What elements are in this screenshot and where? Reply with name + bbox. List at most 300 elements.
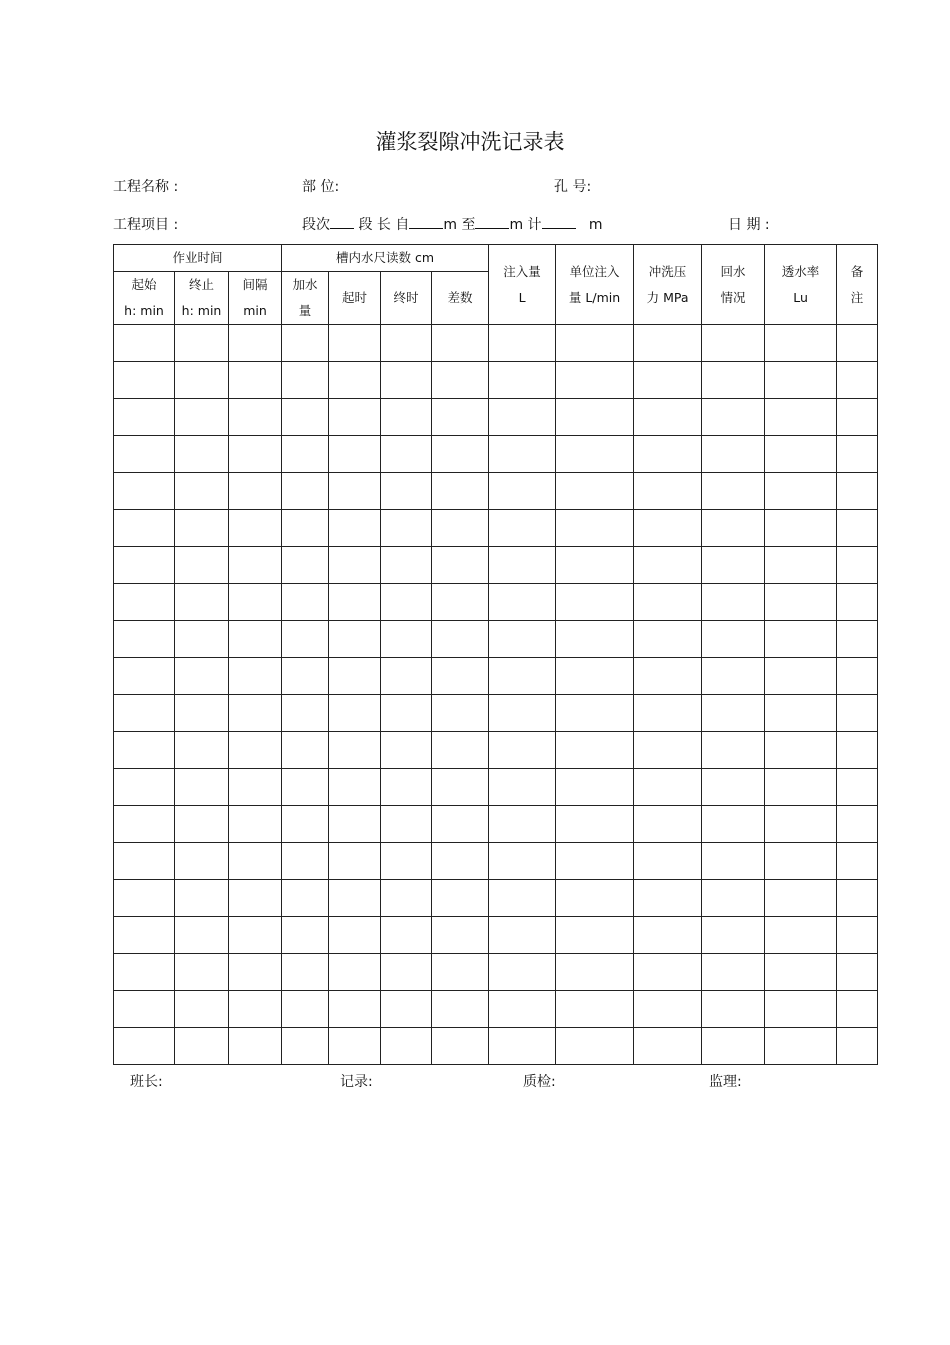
table-cell[interactable] <box>229 436 282 473</box>
table-cell[interactable] <box>282 584 329 621</box>
table-cell[interactable] <box>702 769 765 806</box>
table-cell[interactable] <box>114 399 175 436</box>
table-cell[interactable] <box>634 917 702 954</box>
table-cell[interactable] <box>765 1028 837 1065</box>
reading-diff-header: 差数 <box>432 272 489 325</box>
table-cell[interactable] <box>114 1028 175 1065</box>
table-cell[interactable] <box>489 621 556 658</box>
table-cell[interactable] <box>229 325 282 362</box>
table-cell[interactable] <box>329 584 381 621</box>
table-cell[interactable] <box>229 843 282 880</box>
table-cell[interactable] <box>381 362 432 399</box>
table-cell[interactable] <box>702 473 765 510</box>
table-cell[interactable] <box>556 769 634 806</box>
table-cell[interactable] <box>702 695 765 732</box>
table-cell[interactable] <box>489 362 556 399</box>
section-length-label: 段 长 自 <box>358 217 410 233</box>
table-cell[interactable] <box>702 584 765 621</box>
table-cell[interactable] <box>175 732 229 769</box>
table-cell[interactable] <box>229 954 282 991</box>
table-cell[interactable] <box>175 769 229 806</box>
table-cell[interactable] <box>175 584 229 621</box>
table-row <box>114 954 878 991</box>
table-cell[interactable] <box>282 695 329 732</box>
table-cell[interactable] <box>329 436 381 473</box>
table-cell[interactable] <box>381 732 432 769</box>
table-row <box>114 732 878 769</box>
table-cell[interactable] <box>329 547 381 584</box>
table-cell[interactable] <box>556 806 634 843</box>
table-cell[interactable] <box>282 1028 329 1065</box>
table-cell[interactable] <box>329 880 381 917</box>
table-cell[interactable] <box>114 473 175 510</box>
hole-no-label: 孔 号: <box>554 179 592 195</box>
table-cell[interactable] <box>489 769 556 806</box>
table-row <box>114 1028 878 1065</box>
project-name-label: 工程名称 : <box>113 179 179 195</box>
table-cell[interactable] <box>381 436 432 473</box>
table-cell[interactable] <box>432 547 489 584</box>
table-cell[interactable] <box>702 1028 765 1065</box>
table-cell[interactable] <box>432 806 489 843</box>
table-cell[interactable] <box>837 843 878 880</box>
to-depth-blank[interactable] <box>475 214 509 229</box>
table-cell[interactable] <box>282 954 329 991</box>
table-cell[interactable] <box>229 584 282 621</box>
tank-reading-header: 槽内水尺读数 cm <box>282 245 489 272</box>
table-cell[interactable] <box>175 547 229 584</box>
table-cell[interactable] <box>329 473 381 510</box>
table-cell[interactable] <box>837 510 878 547</box>
table-cell[interactable] <box>702 436 765 473</box>
table-cell[interactable] <box>114 510 175 547</box>
table-cell[interactable] <box>702 621 765 658</box>
table-cell[interactable] <box>282 769 329 806</box>
table-cell[interactable] <box>329 658 381 695</box>
table-cell[interactable] <box>114 954 175 991</box>
table-cell[interactable] <box>381 769 432 806</box>
supervisor-label: 监理: <box>709 1074 742 1090</box>
table-cell[interactable] <box>765 325 837 362</box>
table-cell[interactable] <box>329 325 381 362</box>
table-cell[interactable] <box>765 510 837 547</box>
table-cell[interactable] <box>837 584 878 621</box>
table-cell[interactable] <box>229 695 282 732</box>
table-cell[interactable] <box>229 399 282 436</box>
table-cell[interactable] <box>489 732 556 769</box>
table-cell[interactable] <box>229 917 282 954</box>
permeability-header: 透水率 Lu <box>765 245 837 325</box>
table-row <box>114 584 878 621</box>
table-cell[interactable] <box>175 843 229 880</box>
table-cell[interactable] <box>229 547 282 584</box>
table-cell[interactable] <box>634 584 702 621</box>
table-cell[interactable] <box>329 954 381 991</box>
table-cell[interactable] <box>556 510 634 547</box>
table-cell[interactable] <box>432 954 489 991</box>
table-cell[interactable] <box>329 769 381 806</box>
table-cell[interactable] <box>556 917 634 954</box>
table-cell[interactable] <box>556 954 634 991</box>
table-cell[interactable] <box>634 1028 702 1065</box>
table-cell[interactable] <box>702 362 765 399</box>
table-cell[interactable] <box>556 547 634 584</box>
table-cell[interactable] <box>282 621 329 658</box>
table-cell[interactable] <box>634 732 702 769</box>
table-cell[interactable] <box>489 436 556 473</box>
table-cell[interactable] <box>381 399 432 436</box>
table-cell[interactable] <box>432 917 489 954</box>
table-cell[interactable] <box>432 584 489 621</box>
table-cell[interactable] <box>765 769 837 806</box>
total-length-blank[interactable] <box>542 214 576 229</box>
table-cell[interactable] <box>175 695 229 732</box>
table-cell[interactable] <box>837 1028 878 1065</box>
table-cell[interactable] <box>381 1028 432 1065</box>
table-cell[interactable] <box>634 695 702 732</box>
table-cell[interactable] <box>702 325 765 362</box>
table-cell[interactable] <box>114 362 175 399</box>
table-cell[interactable] <box>765 880 837 917</box>
table-cell[interactable] <box>489 917 556 954</box>
table-cell[interactable] <box>432 325 489 362</box>
table-cell[interactable] <box>702 510 765 547</box>
table-cell[interactable] <box>114 695 175 732</box>
injection-header: 注入量 L <box>489 245 556 325</box>
table-cell[interactable] <box>114 991 175 1028</box>
table-cell[interactable] <box>282 436 329 473</box>
section-no-blank[interactable] <box>330 214 354 229</box>
table-cell[interactable] <box>765 547 837 584</box>
table-cell[interactable] <box>837 473 878 510</box>
table-cell[interactable] <box>381 917 432 954</box>
table-cell[interactable] <box>765 621 837 658</box>
table-cell[interactable] <box>489 325 556 362</box>
table-cell[interactable] <box>837 399 878 436</box>
end-time-header: 终止 h: min <box>175 272 229 325</box>
table-cell[interactable] <box>837 658 878 695</box>
flush-record-table <box>113 244 878 1065</box>
location-label: 部 位: <box>302 179 340 195</box>
table-cell[interactable] <box>282 843 329 880</box>
reading-end-header: 终时 <box>381 272 432 325</box>
table-cell[interactable] <box>489 510 556 547</box>
interval-header: 间隔 min <box>229 272 282 325</box>
table-cell[interactable] <box>837 917 878 954</box>
table-cell[interactable] <box>229 769 282 806</box>
table-cell[interactable] <box>329 695 381 732</box>
m-to-label: m 至 <box>443 217 476 233</box>
table-cell[interactable] <box>282 806 329 843</box>
table-cell[interactable] <box>329 806 381 843</box>
table-cell[interactable] <box>175 325 229 362</box>
table-cell[interactable] <box>229 806 282 843</box>
table-row <box>114 362 878 399</box>
table-cell[interactable] <box>329 917 381 954</box>
unit-injection-header: 单位注入 量 L/min <box>556 245 634 325</box>
table-cell[interactable] <box>765 658 837 695</box>
table-cell[interactable] <box>765 917 837 954</box>
m-unit-label: m <box>588 217 603 233</box>
table-cell[interactable] <box>556 843 634 880</box>
table-cell[interactable] <box>282 325 329 362</box>
m-total-label: m 计 <box>509 217 542 233</box>
from-depth-blank[interactable] <box>409 214 443 229</box>
table-cell[interactable] <box>381 991 432 1028</box>
table-cell[interactable] <box>702 806 765 843</box>
table-cell[interactable] <box>432 436 489 473</box>
table-cell[interactable] <box>381 621 432 658</box>
table-cell[interactable] <box>282 917 329 954</box>
table-cell[interactable] <box>114 917 175 954</box>
table-cell[interactable] <box>381 658 432 695</box>
table-cell[interactable] <box>114 769 175 806</box>
table-cell[interactable] <box>329 991 381 1028</box>
table-cell[interactable] <box>329 621 381 658</box>
table-cell[interactable] <box>329 732 381 769</box>
table-cell[interactable] <box>229 473 282 510</box>
table-cell[interactable] <box>432 473 489 510</box>
table-cell[interactable] <box>489 547 556 584</box>
table-cell[interactable] <box>381 547 432 584</box>
table-cell[interactable] <box>282 510 329 547</box>
table-cell[interactable] <box>229 991 282 1028</box>
table-cell[interactable] <box>381 954 432 991</box>
table-cell[interactable] <box>489 1028 556 1065</box>
table-cell[interactable] <box>634 325 702 362</box>
table-cell[interactable] <box>229 732 282 769</box>
table-cell[interactable] <box>702 843 765 880</box>
table-cell[interactable] <box>175 658 229 695</box>
table-row <box>114 473 878 510</box>
table-cell[interactable] <box>634 510 702 547</box>
table-cell[interactable] <box>765 362 837 399</box>
table-cell[interactable] <box>114 436 175 473</box>
table-cell[interactable] <box>432 769 489 806</box>
table-cell[interactable] <box>556 473 634 510</box>
table-cell[interactable] <box>634 991 702 1028</box>
table-cell[interactable] <box>489 695 556 732</box>
table-cell[interactable] <box>489 880 556 917</box>
table-cell[interactable] <box>229 510 282 547</box>
table-cell[interactable] <box>432 732 489 769</box>
table-row <box>114 436 878 473</box>
table-cell[interactable] <box>175 806 229 843</box>
table-cell[interactable] <box>837 732 878 769</box>
table-cell[interactable] <box>556 1028 634 1065</box>
table-cell[interactable] <box>765 991 837 1028</box>
table-cell[interactable] <box>634 843 702 880</box>
table-row <box>114 880 878 917</box>
table-cell[interactable] <box>381 695 432 732</box>
table-cell[interactable] <box>837 806 878 843</box>
table-cell[interactable] <box>556 880 634 917</box>
table-cell[interactable] <box>282 880 329 917</box>
table-cell[interactable] <box>837 436 878 473</box>
table-cell[interactable] <box>702 399 765 436</box>
table-row <box>114 991 878 1028</box>
table-cell[interactable] <box>489 806 556 843</box>
table-cell[interactable] <box>329 1028 381 1065</box>
table-cell[interactable] <box>702 954 765 991</box>
table-cell[interactable] <box>381 510 432 547</box>
table-cell[interactable] <box>114 621 175 658</box>
table-cell[interactable] <box>175 621 229 658</box>
table-cell[interactable] <box>175 1028 229 1065</box>
table-cell[interactable] <box>765 399 837 436</box>
table-cell[interactable] <box>229 621 282 658</box>
table-cell[interactable] <box>556 584 634 621</box>
table-cell[interactable] <box>837 954 878 991</box>
table-cell[interactable] <box>175 917 229 954</box>
table-cell[interactable] <box>765 436 837 473</box>
table-cell[interactable] <box>114 547 175 584</box>
table-cell[interactable] <box>634 880 702 917</box>
table-cell[interactable] <box>381 843 432 880</box>
table-cell[interactable] <box>634 621 702 658</box>
table-cell[interactable] <box>556 436 634 473</box>
table-cell[interactable] <box>282 362 329 399</box>
table-cell[interactable] <box>175 510 229 547</box>
pressure-header: 冲洗压 力 MPa <box>634 245 702 325</box>
table-cell[interactable] <box>114 658 175 695</box>
return-water-header: 回水 情况 <box>702 245 765 325</box>
table-cell[interactable] <box>282 399 329 436</box>
table-cell[interactable] <box>556 621 634 658</box>
table-cell[interactable] <box>282 991 329 1028</box>
table-cell[interactable] <box>702 658 765 695</box>
page-title: 灌浆裂隙冲洗记录表 <box>375 130 565 154</box>
table-cell[interactable] <box>282 658 329 695</box>
table-cell[interactable] <box>634 473 702 510</box>
table-cell[interactable] <box>175 436 229 473</box>
table-cell[interactable] <box>556 325 634 362</box>
table-cell[interactable] <box>229 658 282 695</box>
table-cell[interactable] <box>634 806 702 843</box>
table-cell[interactable] <box>634 362 702 399</box>
table-cell[interactable] <box>489 991 556 1028</box>
table-cell[interactable] <box>381 806 432 843</box>
table-cell[interactable] <box>381 880 432 917</box>
table-cell[interactable] <box>489 473 556 510</box>
table-cell[interactable] <box>634 658 702 695</box>
table-cell[interactable] <box>282 732 329 769</box>
table-cell[interactable] <box>556 991 634 1028</box>
table-cell[interactable] <box>634 769 702 806</box>
table-cell[interactable] <box>702 991 765 1028</box>
table-cell[interactable] <box>837 991 878 1028</box>
table-cell[interactable] <box>432 510 489 547</box>
table-cell[interactable] <box>765 843 837 880</box>
table-cell[interactable] <box>432 658 489 695</box>
table-cell[interactable] <box>634 399 702 436</box>
work-time-header: 作业时间 <box>114 245 282 272</box>
table-cell[interactable] <box>432 843 489 880</box>
table-cell[interactable] <box>489 658 556 695</box>
table-cell[interactable] <box>556 362 634 399</box>
table-row <box>114 399 878 436</box>
table-cell[interactable] <box>432 399 489 436</box>
table-cell[interactable] <box>702 917 765 954</box>
table-cell[interactable] <box>114 880 175 917</box>
table-cell[interactable] <box>702 880 765 917</box>
table-cell[interactable] <box>114 806 175 843</box>
remark-header: 备 注 <box>837 245 878 325</box>
table-cell[interactable] <box>765 584 837 621</box>
table-cell[interactable] <box>432 621 489 658</box>
table-cell[interactable] <box>489 399 556 436</box>
table-cell[interactable] <box>702 732 765 769</box>
table-cell[interactable] <box>175 473 229 510</box>
table-cell[interactable] <box>432 880 489 917</box>
table-cell[interactable] <box>432 362 489 399</box>
table-cell[interactable] <box>229 1028 282 1065</box>
table-cell[interactable] <box>175 880 229 917</box>
table-cell[interactable] <box>432 695 489 732</box>
table-cell[interactable] <box>765 695 837 732</box>
table-cell[interactable] <box>556 658 634 695</box>
table-cell[interactable] <box>556 732 634 769</box>
table-cell[interactable] <box>556 399 634 436</box>
table-cell[interactable] <box>229 880 282 917</box>
table-cell[interactable] <box>329 399 381 436</box>
table-cell[interactable] <box>381 473 432 510</box>
table-cell[interactable] <box>837 880 878 917</box>
table-cell[interactable] <box>489 584 556 621</box>
table-cell[interactable] <box>175 954 229 991</box>
date-label: 日 期 : <box>728 217 770 233</box>
table-cell[interactable] <box>114 325 175 362</box>
table-cell[interactable] <box>702 547 765 584</box>
table-cell[interactable] <box>634 436 702 473</box>
table-cell[interactable] <box>175 991 229 1028</box>
table-cell[interactable] <box>765 473 837 510</box>
table-cell[interactable] <box>282 547 329 584</box>
table-cell[interactable] <box>837 547 878 584</box>
table-cell[interactable] <box>114 732 175 769</box>
table-cell[interactable] <box>765 806 837 843</box>
table-cell[interactable] <box>329 843 381 880</box>
table-cell[interactable] <box>282 473 329 510</box>
table-cell[interactable] <box>489 843 556 880</box>
table-cell[interactable] <box>381 584 432 621</box>
table-row <box>114 510 878 547</box>
table-cell[interactable] <box>175 362 229 399</box>
table-cell[interactable] <box>634 954 702 991</box>
table-cell[interactable] <box>837 325 878 362</box>
table-cell[interactable] <box>175 399 229 436</box>
table-cell[interactable] <box>634 547 702 584</box>
table-cell[interactable] <box>381 325 432 362</box>
table-cell[interactable] <box>489 954 556 991</box>
table-cell[interactable] <box>432 991 489 1028</box>
table-cell[interactable] <box>765 954 837 991</box>
table-cell[interactable] <box>837 362 878 399</box>
table-cell[interactable] <box>837 621 878 658</box>
table-cell[interactable] <box>837 695 878 732</box>
table-cell[interactable] <box>432 1028 489 1065</box>
table-cell[interactable] <box>329 362 381 399</box>
table-cell[interactable] <box>837 769 878 806</box>
table-cell[interactable] <box>765 732 837 769</box>
table-cell[interactable] <box>114 843 175 880</box>
table-row <box>114 325 878 362</box>
table-cell[interactable] <box>229 362 282 399</box>
table-cell[interactable] <box>556 695 634 732</box>
table-cell[interactable] <box>114 584 175 621</box>
table-cell[interactable] <box>329 510 381 547</box>
add-water-header: 加水 量 <box>282 272 329 325</box>
